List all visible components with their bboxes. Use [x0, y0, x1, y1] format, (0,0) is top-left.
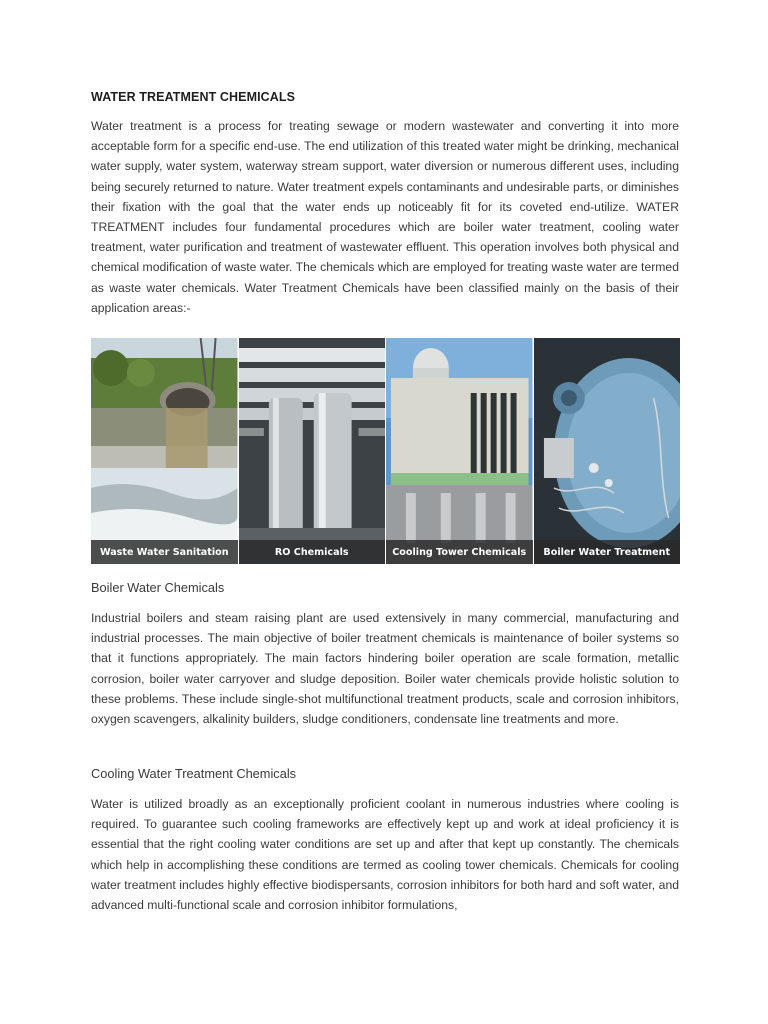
cooling-section [91, 766, 679, 915]
waste-water-illustration [91, 338, 238, 564]
caption-cooling-tower: Cooling Tower Chemicals [386, 540, 533, 564]
ro-image [239, 338, 387, 564]
boiler-section [91, 580, 679, 729]
content-top [91, 90, 679, 318]
boiler-heading: Boiler Water Chemicals [91, 580, 225, 595]
caption-waste-water: Waste Water Sanitation [91, 540, 238, 564]
cooling-tower-image [386, 338, 534, 564]
cooling-paragraph: Water is utilized broadly as an exceptionally proficient coolant in numerous industries where cooling is required. To guarantee such cooling frameworks are effectively kept up and work at ideal proficiency it is essential that the right cooling water conditions are set up and after that kept up constantly. The chemicals which help in accomplishing these conditions are termed as cooling tower chemicals. Chemicals for cooling water treatment includes highly effective biodispersants, corrosion inhibitors for both hard and soft water, and advanced multi-functional scale and corrosion inhibitor formulations, [91, 797, 679, 913]
boiler-image [534, 338, 681, 564]
intro-paragraph: Water treatment is a process for treating sewage or modern wastewater and converting it into more acceptable form for a specific end-use. The end utilization of this treated water might be drinking, mechanical water supply, water system, waterway stream support, water diversion or numerous different uses, including being securely returned to nature. Water treatment expels contaminants and undesirable parts, or diminishes their fixation with the goal that the water ends up noticeably fit for its coveted end-utilize. WATER TREATMENT includes four fundamental procedures which are boiler water treatment, cooling water treatment, water purification and treatment of wastewater effluent. This operation involves both physical and chemical modification of waste water. The chemicals which are employed for treating waste water are termed as waste water chemicals. Water Treatment Chemicals have been classified mainly on the basis of their application areas:- [91, 119, 679, 315]
caption-ro: RO Chemicals [239, 540, 386, 564]
cooling-heading: Cooling Water Treatment Chemicals [91, 766, 297, 781]
page-title: WATER TREATMENT CHEMICALS [91, 90, 296, 104]
boiler-paragraph: Industrial boilers and steam raising plant are used extensively in many commercial, manufacturing and industrial processes. The main objective of boiler treatment chemicals is maintenance of boiler systems so that it functions appropriately. The main factors hindering boiler operation are scale formation, metallic corrosion, boiler water carryover and sludge deposition. Boiler water chemicals provide holistic solution to these problems. These include single-shot multifunctional treatment products, scale and corrosion inhibitors, oxygen scavengers, alkalinity builders, sludge conditioners, condensate line treatments and more. [91, 611, 679, 727]
waste-water-image [91, 338, 239, 564]
application-areas-banner [91, 338, 680, 564]
boiler-illustration [534, 338, 681, 564]
ro-illustration [239, 338, 386, 564]
caption-boiler: Boiler Water Treatment [534, 540, 681, 564]
cooling-tower-illustration [386, 338, 533, 564]
